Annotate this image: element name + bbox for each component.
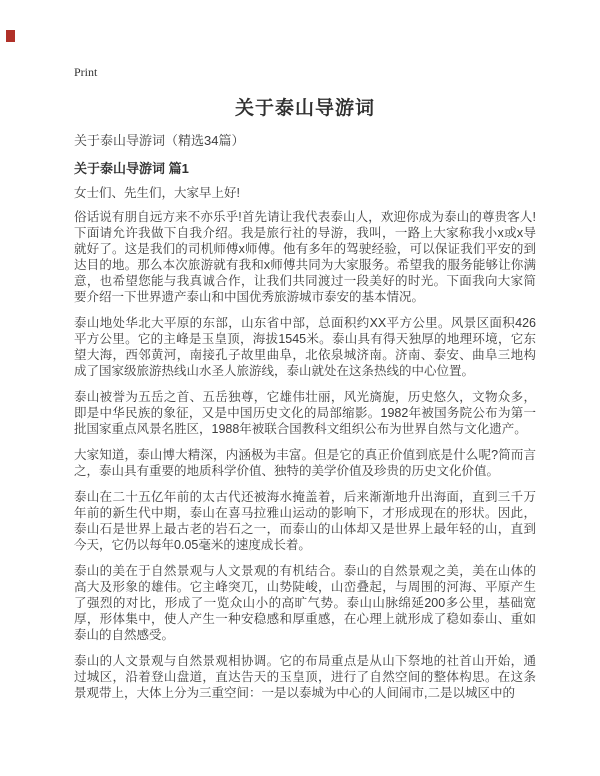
paragraph: 大家知道，泰山博大精深，内涵极为丰富。但是它的真正价值到底是什么呢?简而言之，泰山具有重要的地质科学价值、独特的美学价值及珍贵的历史文化价值。 bbox=[74, 448, 536, 478]
paragraph: 泰山在二十五亿年前的太古代还被海水掩盖着，后来渐渐地升出海面，直到三千万年前的新生代中期，泰山在喜马拉雅山运动的影响下，才形成现在的形状。因此，泰山石是世界上最古老的岩石之一，而泰山的山体却又是世界上最年轻的山，直到今天，它仍以每年0.05毫米的速度成长着。 bbox=[74, 490, 536, 552]
document-body bbox=[74, 97, 536, 701]
document-subtitle: 关于泰山导游词（精选34篇） bbox=[74, 133, 245, 148]
red-marker-icon bbox=[6, 30, 15, 42]
paragraph: 泰山地处华北大平原的东部，山东省中部，总面积约XX平方公里。风景区面积426平方公里。它的主峰是玉皇顶，海拔1545米。泰山具有得天独厚的地理环境，它东望大海，西邻黄河，南接孔子故里曲阜，北依泉城济南。济南、泰安、曲阜三地构成了国家级旅游热线山水圣人旅游线，泰山就处在这条热线的中心位置。 bbox=[74, 316, 536, 378]
paragraph: 泰山的人文景观与自然景观相协调。它的布局重点是从山下祭地的社首山开始，通过城区，沿着登山盘道，直达告天的玉皇顶，进行了自然空间的整体构思。在这条景观带上，大体上分为三重空间：一是以泰城为中心的人间闹市,二是以城区中的 bbox=[74, 654, 536, 700]
print-button[interactable]: Print bbox=[74, 65, 98, 79]
page-title: 关于泰山导游词 bbox=[234, 98, 375, 119]
paragraph-list bbox=[74, 209, 536, 701]
paragraph: 泰山的美在于自然景观与人文景观的有机结合。泰山的自然景观之美，美在山体的高大及形象的雄伟。它主峰突兀，山势陡峻，山峦叠起，与周围的河海、平原产生了强烈的对比，形成了一览众山小的高旷气势。泰山山脉绵延200多公里，基础宽厚，形体集中，使人产生一种安稳感和厚重感，在心理上就形成了稳如泰山、重如泰山的自然感受。 bbox=[74, 564, 536, 642]
section-heading-part1: 关于泰山导游词 篇1 bbox=[74, 161, 189, 176]
paragraph: 泰山被誉为五岳之首、五岳独尊，它雄伟壮丽，风光旖旎，历史悠久，文物众多，即是中华民族的象征，又是中国历史文化的局部缩影。1982年被国务院公布为第一批国家重点风景名胜区，1988年被联合国教科文组织公布为世界自然与文化遗产。 bbox=[74, 390, 536, 436]
paragraph: 俗话说有朋自远方来不亦乐乎!首先请让我代表泰山人，欢迎你成为泰山的尊贵客人!下面请允许我做下自我介绍。我是旅行社的导游，我叫，一路上大家称我小x或x导就好了。这是我们的司机师傅x师傅。他有多年的驾驶经验，可以保证我们平安的到达目的地。那么本次旅游就有我和x师傅共同为大家服务。希望我的服务能够让你满意，也希望您能与我真诚合作，让我们共同渡过一段美好的时光。下面我向大家简要介绍一下世界遗产泰山和中国优秀旅游城市泰安的基本情况。 bbox=[74, 210, 536, 304]
greeting-line: 女士们、先生们，大家早上好! bbox=[74, 186, 240, 200]
